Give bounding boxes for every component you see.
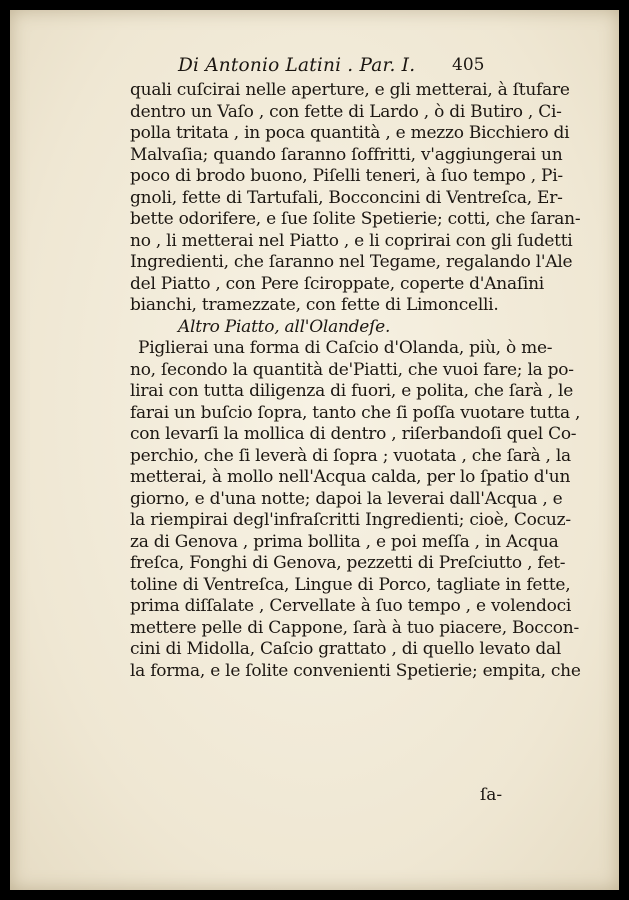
text-line: no, ſecondo la quantità de'Piatti, che vuoi fare; la po- [130, 359, 574, 380]
text-line: con levarſi la mollica di dentro , riſerbandoſi quel Co- [130, 424, 577, 444]
recipe-subheading: Altro Piatto, all'Olandeſe. [178, 316, 391, 337]
text-line: Malvaſia; quando ſaranno ſoffritti, v'aggiungerai un [130, 144, 563, 165]
text-line: dentro un Vaſo , con fette di Lardo , ò di Butiro , Ci- [130, 101, 562, 122]
text-line: poco di brodo buono, Piſelli teneri, à ſuo tempo , Pi- [130, 166, 563, 186]
text-line: cini di Midolla, Caſcio grattato , di quello levato dal [130, 639, 562, 659]
text-line: lirai con tutta diligenza di fuori, e polita, che ſarà , le [130, 381, 574, 401]
text-line: giorno, e d'una notte; dapoi la leverai dall'Acqua , e [130, 488, 563, 509]
text-line: bianchi, tramezzate, con fette di Limoncelli. [130, 295, 499, 315]
text-line: del Piatto , con Pere ſciroppate, coperte d'Anaſini [130, 273, 544, 294]
running-head: Di Antonio Latini . Par. I. [178, 55, 416, 76]
page-number: 405 [452, 55, 485, 75]
text-line: polla tritata , in poca quantità , e mezzo Bicchiero di [130, 123, 570, 143]
text-line: Ingredienti, che ſaranno nel Tegame, regalando l'Ale [130, 252, 573, 272]
text-line: no , li metterai nel Piatto , e li coprirai con gli ſudetti [130, 230, 573, 251]
text-line: farai un buſcio ſopra, tanto che ſi poſſa vuotare tutta , [130, 402, 581, 423]
text-line: Piglierai una forma di Caſcio d'Olanda, più, ò me- [138, 338, 553, 358]
text-line: la forma, e le ſolite convenienti Spetierie; empita, che [130, 660, 581, 681]
text-line: za di Genova , prima bollita , e poi meſſa , in Acqua [130, 531, 559, 552]
text-line: perchio, che ſi leverà di ſopra ; vuotata , che ſarà , la [130, 445, 571, 466]
text-line: toline di Ventreſca, Lingue di Porco, tagliate in fette, [130, 574, 571, 595]
text-line: gnoli, fette di Tartufali, Bocconcini di Ventreſca, Er- [130, 187, 563, 208]
body-text [130, 80, 581, 682]
text-line: la riempirai degl'infraſcritti Ingredienti; cioè, Cocuz- [130, 510, 571, 530]
text-line: freſca, Fonghi di Genova, pezzetti di Preſciutto , fet- [130, 553, 566, 573]
book-page [10, 10, 619, 890]
text-line: bette odorifere, e ſue ſolite Spetierie; cotti, che ſaran- [130, 209, 581, 229]
catchword: ſa- [480, 785, 503, 805]
text-line: mettere pelle di Cappone, ſarà à tuo piacere, Boccon- [130, 617, 579, 638]
text-line: metterai, à mollo nell'Acqua calda, per lo ſpatio d'un [130, 467, 571, 487]
text-line: quali cuſcirai nelle aperture, e gli metterai, à ſtufare [130, 80, 570, 100]
text-line: prima diſſalate , Cervellate à ſuo tempo , e volendoci [130, 596, 572, 616]
